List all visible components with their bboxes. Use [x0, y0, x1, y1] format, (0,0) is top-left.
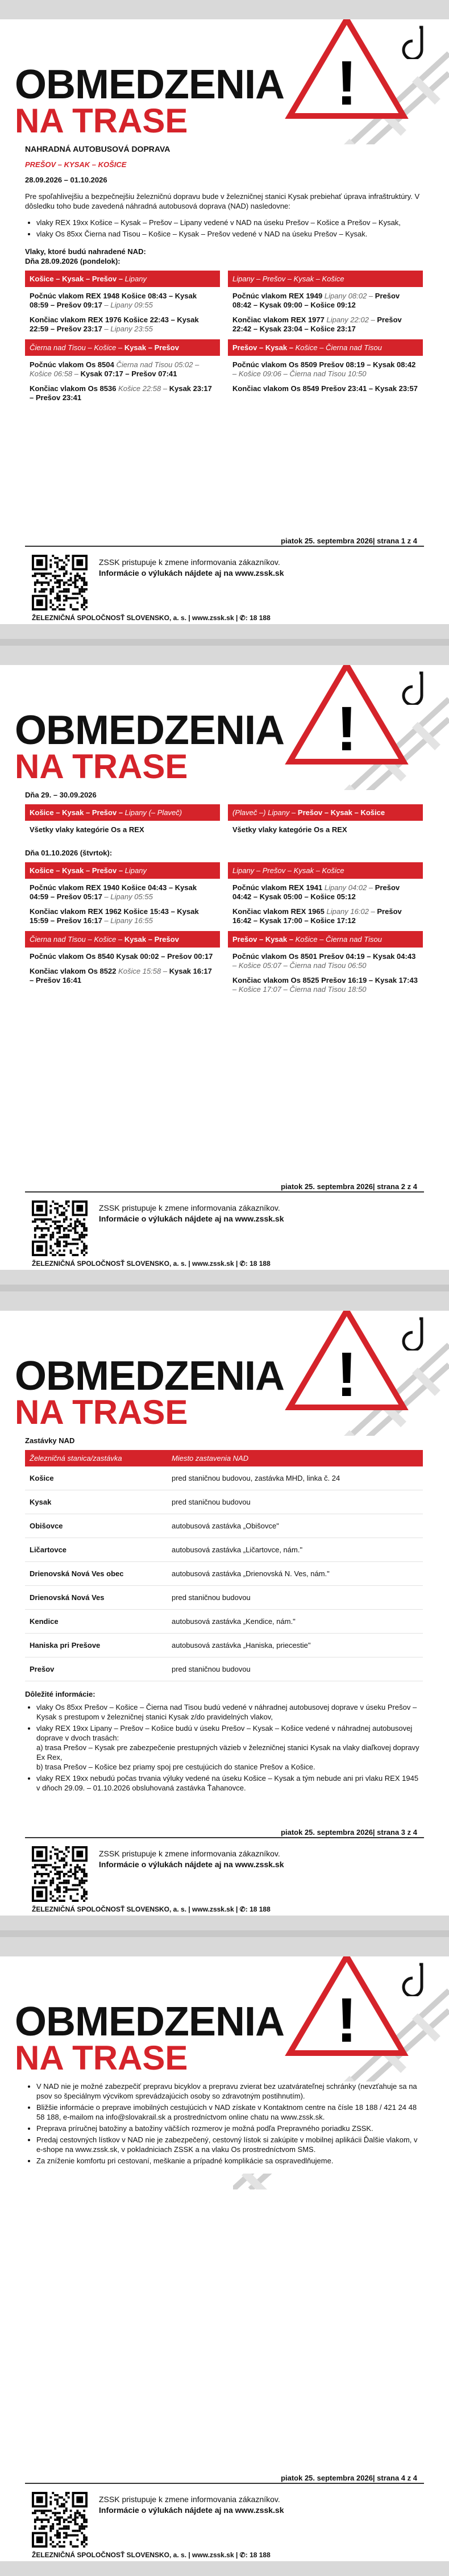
train-entry: Všetky vlaky kategórie Os a REX [232, 825, 347, 834]
page-title: OBMEDZENIA [15, 1353, 284, 1399]
top-stripe [0, 1937, 449, 1956]
table-cell: Kysak [25, 1490, 167, 1514]
list-item: • vlaky Os 85xx Prešov – Košice – Čierna nad Tisou budú vedené v náhradnej autobusovej doprave v úseku Prešov – Kysak s prestupom v železničnej stanici Kysak z/do pravidelných vlakov, [36, 1702, 423, 1722]
date-range: 28.09.2026 – 01.10.2026 [25, 176, 107, 184]
page-info: piatok 25. septembra 2026| strana 3 z 4 [281, 1828, 417, 1837]
train-entry: Počnúc vlakom REX 1940 Košice 04:43 – Kysak 04:59 – Prešov 05:17 – Lipany 05:55 [30, 883, 197, 901]
train-entry: Počnúc vlakom Os 8504 Čierna nad Tisou 05:02 – Košice 06:58 – Kysak 07:17 – Prešov 07:41 [30, 360, 199, 378]
qr-code[interactable] [32, 2492, 88, 2548]
intro-list [36, 218, 423, 239]
footer-divider [25, 1191, 424, 1193]
table-cell: autobusová zastávka „Ličartovce, nám." [167, 1538, 423, 1562]
route-cell [228, 821, 423, 840]
page-4 [0, 1937, 449, 2576]
list-item: • Za zníženie komfortu pri cestovaní, meškanie a prípadné komplikácie sa ospravedlňujeme. [36, 2156, 423, 2166]
list-item: • Preprava príručnej batožiny a batožiny väčších rozmerov je možná podľa Prepravného poriadku ZSSK. [36, 2124, 423, 2133]
table-cell: Obišovce [25, 1514, 167, 1538]
train-entry: Končiac vlakom Os 8522 Košice 15:58 – Kysak 16:17 – Prešov 16:41 [30, 967, 212, 984]
table-cell: Drienovská Nová Ves obec [25, 1562, 167, 1586]
zssk-logo-icon [397, 1962, 426, 1996]
table-cell: pred staničnou budovou [167, 1490, 423, 1514]
info-line-1: ZSSK pristupuje k zmene informovania zákazníkov. [99, 1203, 280, 1212]
qr-code[interactable] [32, 555, 88, 610]
list-item [36, 1723, 423, 1772]
list-item-sub: a) trasa Prešov – Kysak pre zabezpečenie prestupných väzieb v železničnej stanici Kysak na vlaky diaľkovej dopravy Ex Rex, [36, 1743, 419, 1761]
svg-text:!: ! [336, 1340, 357, 1410]
route-bar: Prešov – Kysak – Košice – Čierna nad Tisou [228, 339, 423, 356]
notice-list [36, 2081, 423, 2166]
footer-info [99, 1203, 284, 1224]
route-bar: Košice – Kysak – Prešov – Lipany (– Plaveč) [25, 804, 220, 821]
table-row [25, 1610, 423, 1634]
route-cell [25, 356, 220, 408]
table-row [25, 1634, 423, 1657]
table-row [25, 1538, 423, 1562]
route-cell [228, 356, 423, 408]
train-entry: Končiac vlakom REX 1965 Lipany 16:02 – Prešov 16:42 – Kysak 17:00 – Košice 17:12 [232, 907, 402, 925]
page-subtitle: NA TRASE [15, 747, 188, 786]
list-item-sub: b) trasa Prešov – Košice bez priamy spoj pre cestujúcich do stanice Prešov a Košice. [36, 1763, 315, 1771]
date-label: Dňa 01.10.2026 (štvrtok): [25, 849, 113, 857]
train-table [25, 271, 423, 408]
page-title: OBMEDZENIA [15, 1999, 284, 2045]
table-cell: Haniska pri Prešove [25, 1634, 167, 1657]
info-line-1: ZSSK pristupuje k zmene informovania zákazníkov. [99, 558, 280, 567]
train-entry: Končiac vlakom Os 8525 Prešov 16:19 – Kysak 17:43 – Košice 17:07 – Čierna nad Tisou 18:50 [232, 976, 418, 994]
column-header: Miesto zastavenia NAD [167, 1450, 423, 1466]
table-row [25, 1490, 423, 1514]
svg-text:!: ! [336, 694, 357, 764]
page-2 [0, 646, 449, 1285]
page-1 [0, 0, 449, 639]
notice-body [25, 144, 423, 416]
footer-divider [25, 546, 424, 547]
train-table [25, 862, 423, 1000]
train-table [25, 804, 423, 840]
route-cell [228, 287, 423, 339]
table-row [25, 1466, 423, 1490]
route-cell [25, 287, 220, 339]
list-item: • vlaky Os 85xx Čierna nad Tisou – Košice – Kysak – Prešov vedené v NAD na úseku Prešov – Kysak. [36, 229, 423, 239]
company-line: ŽELEZNIČNÁ SPOLOČNOSŤ SLOVENSKO, a. s. | www.zssk.sk | ✆: 18 188 [32, 614, 271, 622]
list-item: • V NAD nie je možné zabezpečiť prepravu bicyklov a prepravu zvierat bez uzatvárateľnej schránky (nevzťahuje sa na psov so špeciálnym výcvikom sprevádzajúcich osoby so zdravotným postihnutím). [36, 2081, 423, 2101]
date-label: Dňa 28.09.2026 (pondelok): [25, 257, 120, 265]
route-bar: Košice – Kysak – Prešov – Lipany [25, 862, 220, 879]
company-line: ŽELEZNIČNÁ SPOLOČNOSŤ SLOVENSKO, a. s. | www.zssk.sk | ✆: 18 188 [32, 2551, 271, 2559]
info-line-2[interactable]: Informácie o výlukách nájdete aj na www.zssk.sk [99, 1214, 284, 1223]
table-cell: autobusová zastávka „Obišovce" [167, 1514, 423, 1538]
table-cell: Ličartovce [25, 1538, 167, 1562]
bottom-stripe [0, 624, 449, 639]
table-cell: Kendice [25, 1610, 167, 1634]
route-cell [25, 879, 220, 931]
info-line-2[interactable]: Informácie o výlukách nájdete aj na www.zssk.sk [99, 1860, 284, 1869]
bottom-stripe [0, 1270, 449, 1285]
important-label: Dôležité informácie: [25, 1690, 95, 1698]
route-cell [228, 879, 423, 931]
train-entry: Končiac vlakom REX 1962 Košice 15:43 – Kysak 15:59 – Prešov 16:17 – Lipany 16:55 [30, 907, 199, 925]
table-cell: pred staničnou budovou [167, 1586, 423, 1610]
train-entry: Všetky vlaky kategórie Os a REX [30, 825, 144, 834]
route-cell [228, 948, 423, 1000]
page-title: OBMEDZENIA [15, 708, 284, 753]
stops-table [25, 1450, 423, 1681]
top-stripe [0, 1291, 449, 1311]
route-label: PREŠOV – KYSAK – KOŠICE [25, 160, 127, 169]
train-entry: Počnúc vlakom Os 8509 Prešov 08:19 – Kysak 08:42 – Košice 09:06 – Čierna nad Tisou 10:50 [232, 360, 416, 378]
bottom-stripe [0, 1916, 449, 1930]
route-cell [25, 948, 220, 1000]
svg-text:!: ! [336, 48, 357, 118]
page-info: piatok 25. septembra 2026| strana 2 z 4 [281, 1182, 417, 1191]
stops-heading: Zastávky NAD [25, 1436, 75, 1445]
intro-text: Pre spoľahlivejšiu a bezpečnejšiu železničnú dopravu bude v železničnej stanici Kysak prebiehať úprava infraštruktúry. V dôsledku toho bude zavedená náhradná autobusová doprava (NAD) nasledovne: [25, 192, 420, 210]
footer-info [99, 1848, 284, 1870]
list-item: • Bližšie informácie o preprave imobilných cestujúcich v NAD získate v Kontaktnom centre na čísle 18 188 / 421 24 48 58 188, e-mailom na info@slovakrail.sk a prostredníctvom online chatu na www.zssk.sk. [36, 2103, 423, 2122]
page-title: OBMEDZENIA [15, 62, 284, 107]
company-line: ŽELEZNIČNÁ SPOLOČNOSŤ SLOVENSKO, a. s. | www.zssk.sk | ✆: 18 188 [32, 1260, 271, 1268]
train-entry: Počnúc vlakom Os 8501 Prešov 04:19 – Kysak 04:43 – Košice 05:07 – Čierna nad Tisou 06:50 [232, 952, 416, 970]
list-item: • vlaky REX 19xx nebudú počas trvania výluky vedené na úseku Košice – Kysak a tým nebude ani pri vlaku REX 1945 v dňoch 29.09. – 01.10.2026 obsluhovaná zastávka Ťahanovce. [36, 1773, 423, 1793]
train-entry: Počnúc vlakom REX 1941 Lipany 04:02 – Prešov 04:42 – Kysak 05:00 – Košice 05:12 [232, 883, 400, 901]
list-item: • vlaky REX 19xx Košice – Kysak – Prešov – Lipany vedené v NAD na úseku Prešov – Košice a Prešov – Kysak, [36, 218, 423, 227]
top-stripe [0, 0, 449, 19]
train-entry: Počnúc vlakom REX 1949 Lipany 08:02 – Prešov 08:42 – Kysak 09:00 – Košice 09:12 [232, 292, 400, 309]
table-cell: Prešov [25, 1657, 167, 1681]
route-bar: (Plaveč –) Lipany – Prešov – Kysak – Košice [228, 804, 423, 821]
notice-body [25, 790, 423, 1008]
important-list [36, 1702, 423, 1793]
table-row [25, 1562, 423, 1586]
table-row [25, 1514, 423, 1538]
info-line-2[interactable]: Informácie o výlukách nájdete aj na www.zssk.sk [99, 568, 284, 577]
train-entry: Počnúc vlakom Os 8540 Kysak 00:02 – Prešov 00:17 [30, 952, 213, 961]
qr-code[interactable] [32, 1200, 88, 1256]
train-entry: Počnúc vlakom REX 1948 Košice 08:43 – Kysak 08:59 – Prešov 09:17 – Lipany 09:55 [30, 292, 197, 309]
page-subtitle: NA TRASE [15, 102, 188, 140]
affected-label: Vlaky, ktoré budú nahradené NAD: [25, 247, 146, 256]
list-item: • Predaj cestovných lístkov v NAD nie je zabezpečený, cestovný lístok si zakúpite v mobilnej aplikácii Ďalšie vlakom, v e-shope na www.zssk.sk, v pokladniciach ZSSK a na vlaku Os prostredníctvom SMS. [36, 2135, 423, 2154]
qr-code[interactable] [32, 1846, 88, 1902]
train-entry: Končiac vlakom REX 1976 Košice 22:43 – Kysak 22:59 – Prešov 23:17 – Lipany 23:55 [30, 315, 199, 333]
notice-body [25, 1436, 423, 1801]
table-row [25, 1657, 423, 1681]
table-cell: Košice [25, 1466, 167, 1490]
footer-divider [25, 1837, 424, 1838]
table-cell: pred staničnou budovou [167, 1657, 423, 1681]
page-info: piatok 25. septembra 2026| strana 1 z 4 [281, 537, 417, 545]
train-entry: Končiac vlakom Os 8549 Prešov 23:41 – Kysak 23:57 [232, 384, 418, 393]
footer-info [99, 2494, 284, 2516]
table-cell: pred staničnou budovou, zastávka MHD, linka č. 24 [167, 1466, 423, 1490]
page-subtitle: NA TRASE [15, 2039, 188, 2077]
page-info: piatok 25. septembra 2026| strana 4 z 4 [281, 2474, 417, 2482]
route-cell [25, 821, 220, 840]
notice-body [25, 2081, 423, 2174]
list-item-text: • vlaky REX 19xx Lipany – Prešov – Košice budú v úseku Prešov – Kysak – Košice vedené v náhradnej autobusovej doprave v dvoch trasách: [36, 1724, 413, 1742]
footer-info [99, 557, 284, 579]
table-cell: autobusová zastávka „Kendice, nám." [167, 1610, 423, 1634]
page-subtitle: NA TRASE [15, 1393, 188, 1431]
svg-text:!: ! [336, 1985, 357, 2055]
info-line-1: ZSSK pristupuje k zmene informovania zákazníkov. [99, 1849, 280, 1858]
route-bar: Čierna nad Tisou – Košice – Kysak – Prešov [25, 339, 220, 356]
page-3 [0, 1291, 449, 1930]
train-entry: Končiac vlakom Os 8536 Košice 22:58 – Kysak 23:17 – Prešov 23:41 [30, 384, 212, 402]
train-entry: Končiac vlakom REX 1977 Lipany 22:02 – Prešov 22:42 – Kysak 23:04 – Košice 23:17 [232, 315, 402, 333]
zssk-logo-icon [397, 671, 426, 705]
route-bar: Lipany – Prešov – Kysak – Košice [228, 862, 423, 879]
date-label: Dňa 29. – 30.09.2026 [25, 791, 97, 799]
route-bar: Čierna nad Tisou – Košice – Kysak – Prešov [25, 931, 220, 948]
notice-heading: NAHRADNÁ AUTOBUSOVÁ DOPRAVA [25, 144, 171, 153]
company-line: ŽELEZNIČNÁ SPOLOČNOSŤ SLOVENSKO, a. s. | www.zssk.sk | ✆: 18 188 [32, 1905, 271, 1913]
table-cell: Drienovská Nová Ves [25, 1586, 167, 1610]
footer-divider [25, 2483, 424, 2484]
table-cell: autobusová zastávka „Haniska, priecestie" [167, 1634, 423, 1657]
route-bar: Prešov – Kysak – Košice – Čierna nad Tisou [228, 931, 423, 948]
bottom-stripe [0, 2561, 449, 2576]
column-header: Železničná stanica/zastávka [25, 1450, 167, 1466]
info-line-1: ZSSK pristupuje k zmene informovania zákazníkov. [99, 2495, 280, 2504]
zssk-logo-icon [397, 25, 426, 59]
top-stripe [0, 646, 449, 665]
table-cell: autobusová zastávka „Drienovská N. Ves, nám." [167, 1562, 423, 1586]
table-row [25, 1586, 423, 1610]
route-bar: Lipany – Prešov – Kysak – Košice [228, 271, 423, 287]
route-bar: Košice – Kysak – Prešov – Lipany [25, 271, 220, 287]
info-line-2[interactable]: Informácie o výlukách nájdete aj na www.zssk.sk [99, 2506, 284, 2515]
zssk-logo-icon [397, 1316, 426, 1351]
